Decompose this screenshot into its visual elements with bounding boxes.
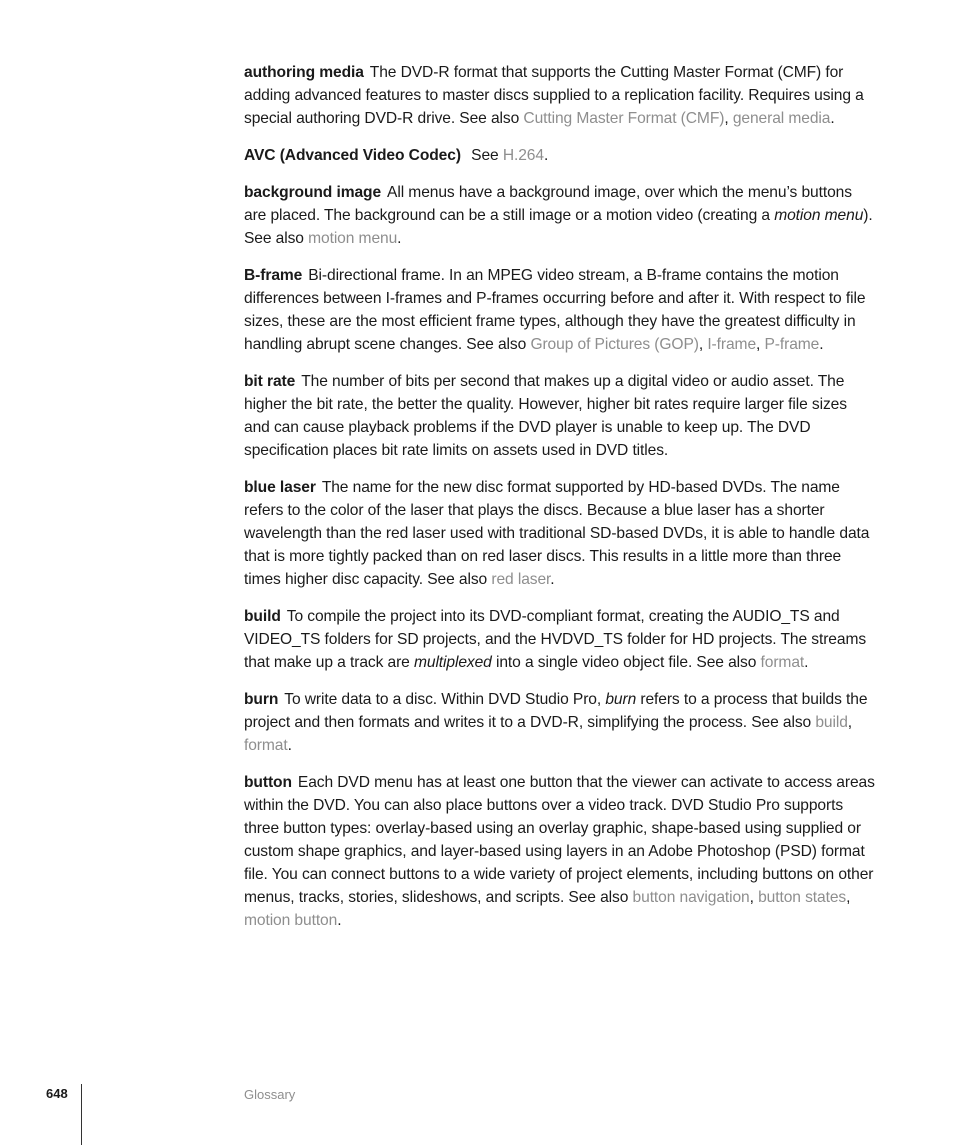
definition-text: Bi-directional frame. In an MPEG video stream, a B-frame contains the motion differences between I-frames and P-frames occurring before and after it. With respect to file sizes, these are the most efficient frame types, although they have the greatest difficulty in handling abrupt scene changes. See also — [244, 267, 866, 353]
definition-text: , — [698, 336, 708, 353]
glossary-entry — [244, 605, 876, 674]
cross-reference-link[interactable]: format — [760, 654, 805, 671]
cross-reference-link[interactable]: format — [244, 737, 288, 754]
definition-text: The DVD-R format that supports the Cutting Master Format (CMF) for adding advanced features to master discs supplied to a replication facility. Requires using a special authoring DVD-R drive. See also — [244, 64, 864, 127]
cross-reference-link[interactable]: motion menu — [308, 230, 398, 247]
definition-text: . — [550, 571, 555, 588]
definition-text: . — [819, 336, 824, 353]
emphasized-text: burn — [605, 691, 637, 708]
glossary-entries — [244, 61, 876, 946]
glossary-entry — [244, 61, 876, 130]
definition-text: To compile the project into its DVD-compliant format, creating the AUDIO_TS and VIDEO_TS folders for SD projects, and the HVDVD_TS folder for HD projects. The streams that make up a track are — [244, 608, 867, 671]
definition-text: ). See also — [244, 207, 873, 247]
definition-text: , — [749, 889, 759, 906]
definition-text: , — [847, 714, 853, 731]
glossary-term: bit rate — [244, 373, 296, 390]
definition-text: See — [466, 147, 503, 164]
emphasized-text: multiplexed — [413, 654, 492, 671]
cross-reference-link[interactable]: I-frame — [707, 336, 757, 353]
glossary-entry — [244, 370, 876, 462]
definition-text: The number of bits per second that makes up a digital video or audio asset. The higher the bit rate, the better the quality. However, higher bit rates require larger file sizes and can cause playback problems if the DVD player is unable to keep up. The DVD specification places bit rate limits on assets used in DVD titles. — [244, 373, 847, 459]
glossary-term: button — [244, 774, 292, 791]
cross-reference-link[interactable]: build — [815, 714, 848, 731]
glossary-entry — [244, 264, 876, 356]
glossary-term: background image — [244, 184, 382, 201]
glossary-term: burn — [244, 691, 279, 708]
definition-text: . — [337, 912, 342, 929]
glossary-entry — [244, 181, 876, 250]
definition-text: . — [830, 110, 835, 127]
definition-text: All menus have a background image, over which the menu’s buttons are placed. The background can be a still image or a motion video (creating a — [244, 184, 852, 224]
glossary-entry — [244, 144, 876, 167]
definition-text: refers to a process that builds the project and then formats and writes it to a DVD-R, simplifying the process. See also — [244, 691, 868, 731]
footer-divider — [81, 1084, 82, 1145]
cross-reference-link[interactable]: Group of Pictures (GOP) — [530, 336, 699, 353]
definition-text: To write data to a disc. Within DVD Studio Pro, — [284, 691, 606, 708]
cross-reference-link[interactable]: Cutting Master Format (CMF) — [523, 110, 725, 127]
definition-text: , — [846, 889, 851, 906]
glossary-entry — [244, 771, 876, 932]
glossary-entry — [244, 476, 876, 591]
definition-text: . — [287, 737, 292, 754]
cross-reference-link[interactable]: P-frame — [764, 336, 820, 353]
page-number: 648 — [46, 1086, 68, 1101]
emphasized-text: motion menu — [774, 207, 864, 224]
definition-text: Each DVD menu has at least one button that the viewer can activate to access areas within the DVD. You can also place buttons over a video track. DVD Studio Pro supports three button types: overlay-based using an overlay graphic, shape-based using supplied or custom shape graphics, and layer-based using layers in an Adobe Photoshop (PSD) format file. You can connect buttons to a wide variety of project elements, including buttons on other menus, tracks, stories, slideshows, and scripts. See also — [244, 774, 875, 906]
cross-reference-link[interactable]: H.264 — [502, 147, 544, 164]
glossary-term: AVC (Advanced Video Codec) — [244, 147, 461, 164]
definition-text: into a single video object file. See also — [491, 654, 761, 671]
cross-reference-link[interactable]: red laser — [491, 571, 551, 588]
cross-reference-link[interactable]: button navigation — [632, 889, 750, 906]
glossary-term: build — [244, 608, 281, 625]
definition-text: . — [543, 147, 549, 164]
definition-text: . — [804, 654, 809, 671]
definition-text: . — [397, 230, 402, 247]
definition-text: , — [724, 110, 733, 127]
glossary-term: blue laser — [244, 479, 316, 496]
glossary-term: B-frame — [244, 267, 303, 284]
cross-reference-link[interactable]: button states — [758, 889, 847, 906]
definition-text: The name for the new disc format supported by HD-based DVDs. The name refers to the color of the laser that plays the discs. Because a blue laser has a shorter wavelength than the red laser used with traditional SD-based DVDs, it is able to handle data that is more tightly packed than on red laser discs. This results in a little more than three times higher disc capacity. See also — [244, 479, 870, 588]
cross-reference-link[interactable]: motion button — [244, 912, 338, 929]
cross-reference-link[interactable]: general media — [732, 110, 831, 127]
footer-section-label: Glossary — [244, 1087, 296, 1102]
glossary-entry — [244, 688, 876, 757]
definition-text: , — [756, 336, 765, 353]
glossary-term: authoring media — [244, 64, 364, 81]
